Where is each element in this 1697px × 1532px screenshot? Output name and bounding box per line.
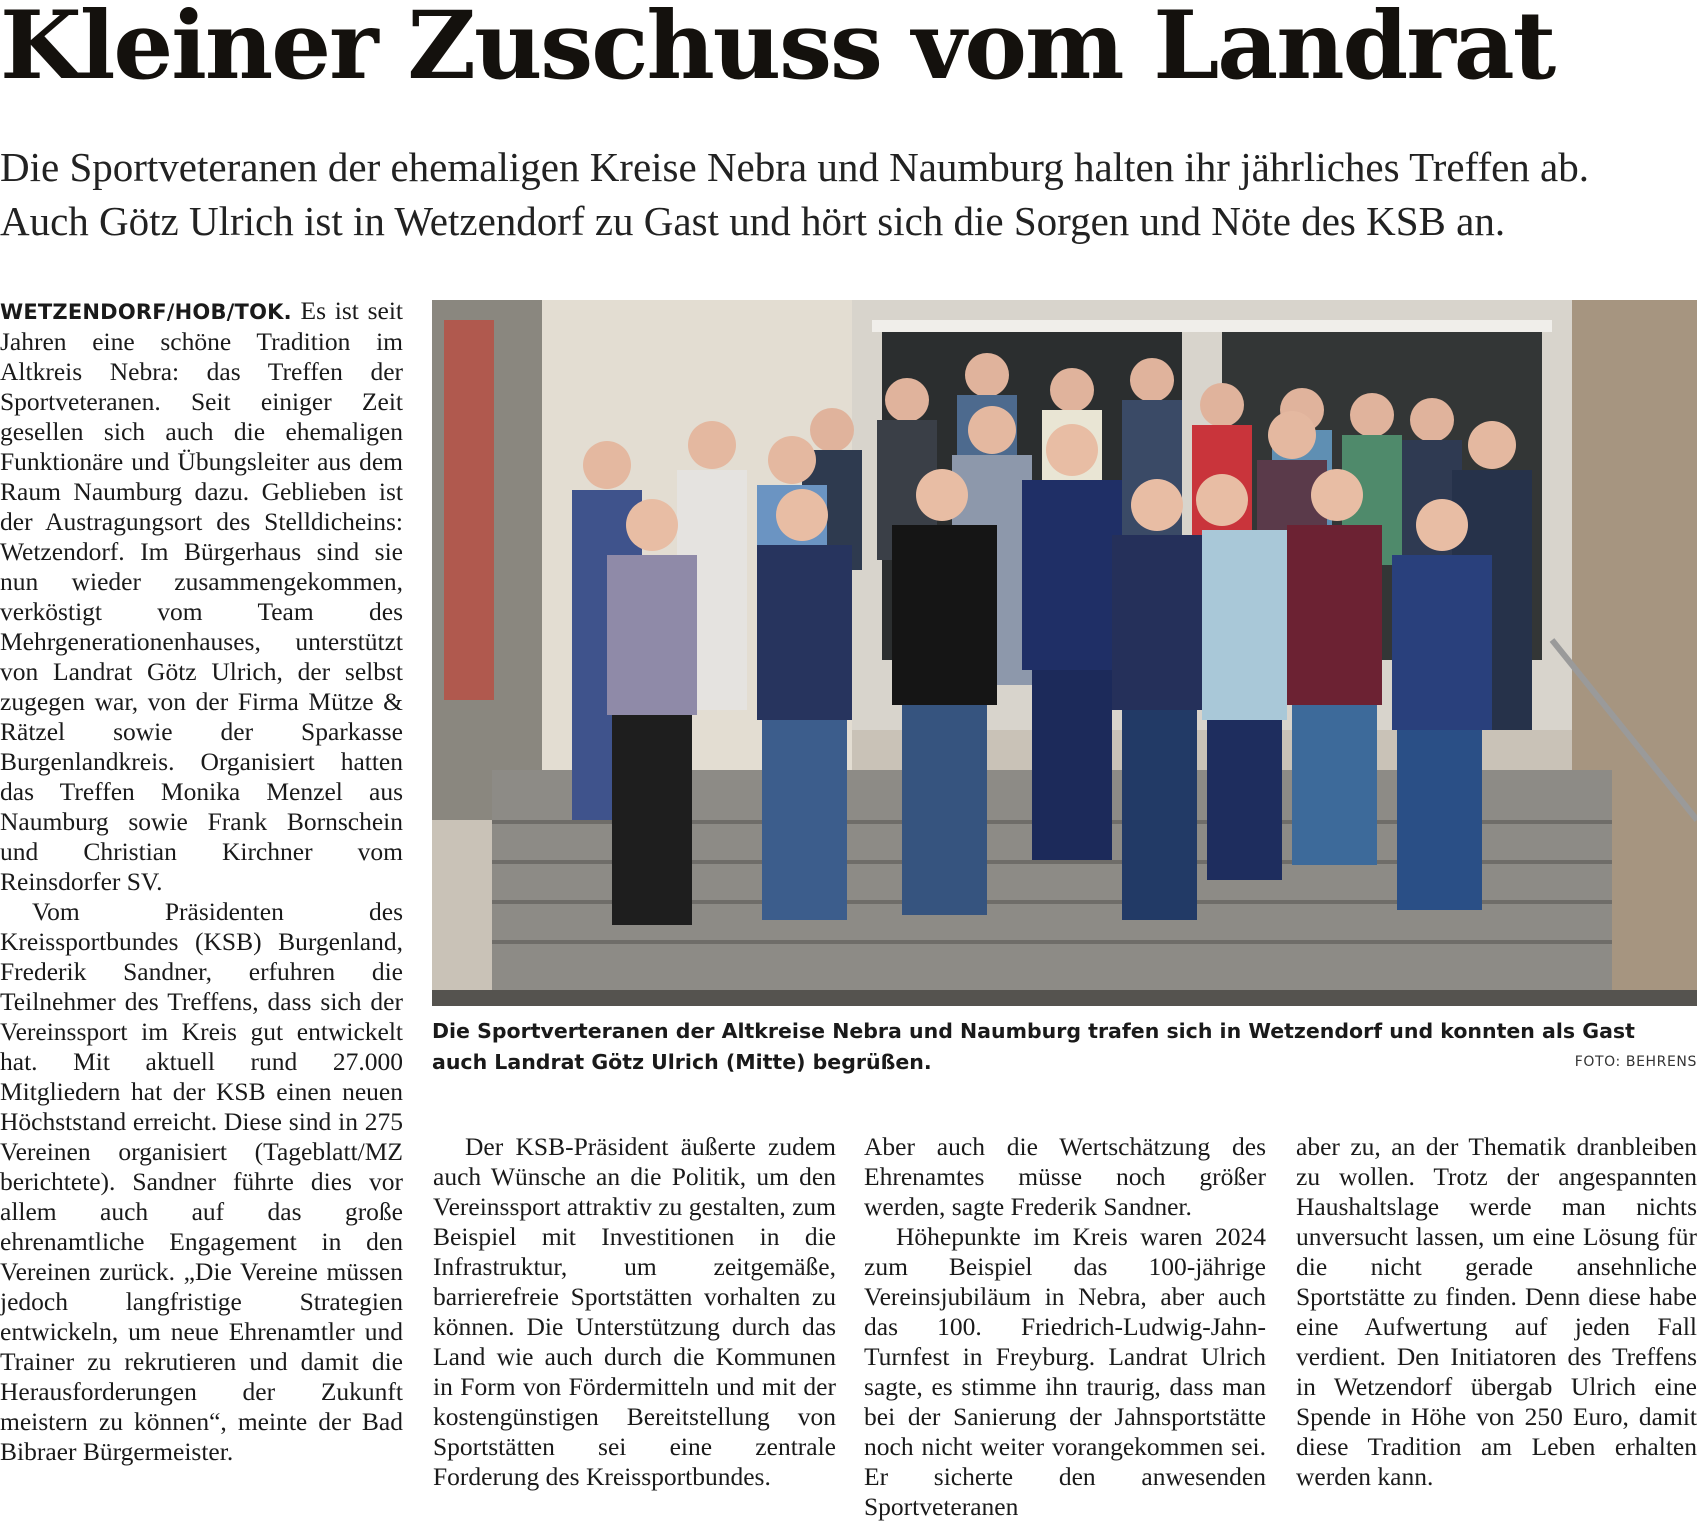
article-column-2: [433, 1132, 836, 1492]
article-paragraph-1: [0, 296, 403, 897]
dateline: WETZENDORF/HOB/TOK.: [0, 300, 292, 324]
article-paragraph-3: Der KSB-Präsident äußerte zudem auch Wünsche an die Politik, um den Vereinssport attraktiv zu gestalten, zum Beispiel mit Investitionen in die Infrastruktur, um zeitgemäße, barrierefreie Sportstätten vorhalten zu können. Die Unterstützung durch das Land wie auch durch die Kommunen in Form von Fördermitteln und mit der kostengünstigen Bereitstellung von Sportstätten sei eine zentrale Forderung des Kreissportbundes.: [433, 1132, 836, 1491]
group-photo: [432, 300, 1697, 1006]
subheadline: [0, 140, 1697, 248]
article-paragraph-1-text: Es ist seit Jahren eine schöne Tradition im Altkreis Nebra: das Treffen der Sportveteranen. Seit einiger Zeit gesellen sich auch die ehemaligen Funktionäre und Übungsleiter aus dem Raum Naumburg dazu. Geblieben ist der Austragungsort des Stelldicheins: Wetzendorf. Im Bürgerhaus sind sie nun wieder zusammengekommen, verköstigt vom Team des Mehrgenerationenhauses, unterstützt von Landrat Götz Ulrich, der selbst zugegen war, von der Firma Mütze & Rätzel sowie der Sparkasse Burgenlandkreis. Organisiert hatten das Treffen Monika Menzel aus Naumburg sowie Frank Bornschein und Christian Kirchner vom Reinsdorfer SV.: [0, 296, 403, 896]
photo-caption: Die Sportverteranen der Altkreise Nebra und Naumburg trafen sich in Wetzendorf und konnten als Gast auch Landrat Götz Ulrich (Mitte) begrüßen.: [432, 1019, 1635, 1074]
article-column-4: [1296, 1132, 1697, 1492]
article-paragraph-2: Vom Präsidenten des Kreissportbundes (KSB) Burgenland, Frederik Sandner, erfuhren die Teilnehmer des Treffens, dass sich der Vereinssport im Kreis gut entwickelt hat. Mit aktuell rund 27.000 Mitgliedern hat der KSB einen neuen Höchststand erreicht. Diese sind in 275 Vereinen organisiert (Tageblatt/MZ berichtete). Sandner führte dies vor allem auch auf das große ehrenamtliche Engagement in den Vereinen zurück. „Die Vereine müssen jedoch langfristige Strategien entwickeln, um neue Ehrenamtler und Trainer zu rekrutieren und damit die Herausforderungen der Zukunft meistern zu können“, meinte der Bad Bibraer Bürgermeister.: [0, 897, 403, 1466]
article-paragraph-4: Aber auch die Wertschätzung des Ehrenamtes müsse noch größer werden, sagte Frederik Sandner.: [864, 1132, 1266, 1221]
article-column-3: [864, 1132, 1266, 1522]
headline: Kleiner Zuschuss vom Landrat: [0, 0, 1555, 101]
article-column-1: [0, 296, 403, 1467]
subheadline-line-1: Die Sportveteranen der ehemaligen Kreise Nebra und Naumburg halten ihr jährliches Treffen ab.: [0, 144, 1589, 190]
subheadline-line-2: Auch Götz Ulrich ist in Wetzendorf zu Gast und hört sich die Sorgen und Nöte des KSB an.: [0, 198, 1506, 244]
photo-credit: FOTO: BEHRENS: [1574, 1054, 1697, 1070]
article-paragraph-5: Höhepunkte im Kreis waren 2024 zum Beispiel das 100-jährige Vereinsjubiläum in Nebra, aber auch das 100. Friedrich-Ludwig-Jahn-Turnfest in Freyburg. Landrat Ulrich sagte, es stimme ihn traurig, dass man bei der Sanierung der Jahnsportstätte noch nicht weiter vorangekommen sei. Er sicherte den anwesenden Sportveteranen: [864, 1222, 1266, 1521]
article-paragraph-6: aber zu, an der Thematik dranbleiben zu wollen. Trotz der angespannten Haushaltslage werde man nichts unversucht lassen, um eine Lösung für die nicht gerade ansehnliche Sportstätte zu finden. Denn diese habe eine Aufwertung auf jeden Fall verdient. Den Initiatoren des Treffens in Wetzendorf übergab Ulrich eine Spende in Höhe von 250 Euro, damit diese Tradition am Leben erhalten werden kann.: [1296, 1132, 1697, 1491]
group-photo-illustration: [432, 300, 1697, 1006]
